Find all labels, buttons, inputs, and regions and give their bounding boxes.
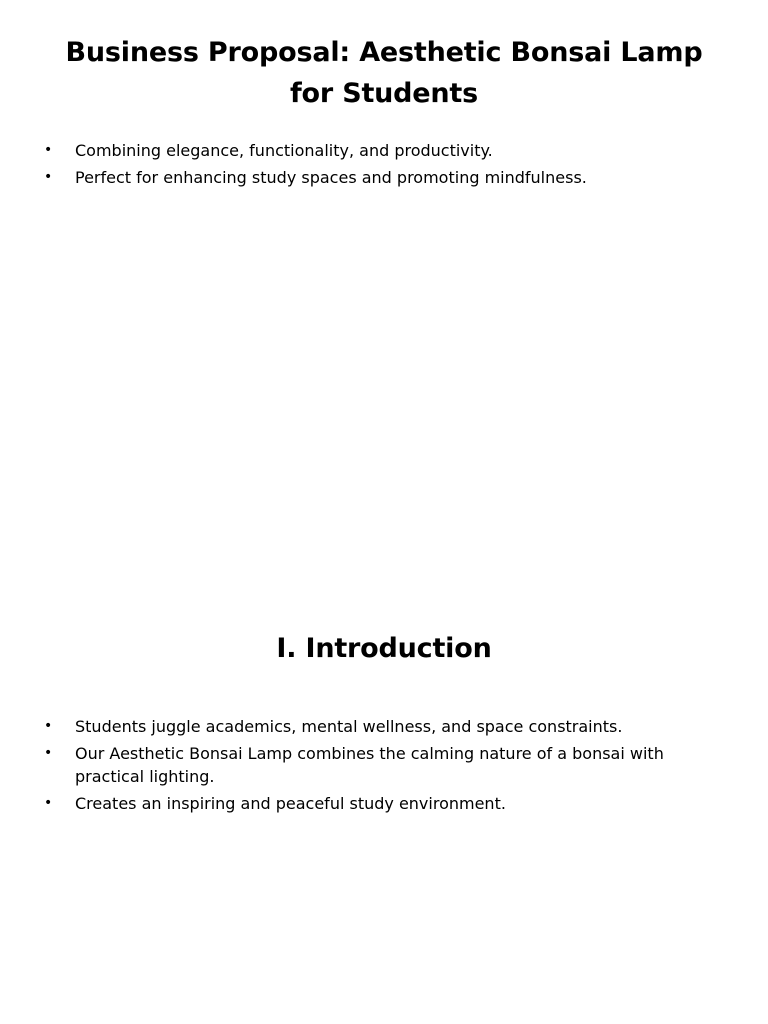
bullet-text: Combining elegance, functionality, and productivity. bbox=[75, 141, 493, 160]
bullet-icon: • bbox=[44, 169, 53, 185]
slide-title-heading: Business Proposal: Aesthetic Bonsai Lamp for Students bbox=[65, 37, 703, 109]
bullet-item bbox=[44, 715, 734, 738]
bullet-icon: • bbox=[44, 718, 53, 734]
bullet-item bbox=[44, 139, 734, 162]
slide-introduction-bullet-list bbox=[44, 715, 734, 819]
bullet-item bbox=[44, 742, 734, 788]
slide-introduction-heading: I. Introduction bbox=[276, 633, 492, 664]
bullet-text: Students juggle academics, mental wellness, and space constraints. bbox=[75, 717, 623, 736]
bullet-icon: • bbox=[44, 142, 53, 158]
slide-introduction bbox=[0, 512, 768, 1024]
bullet-text: Perfect for enhancing study spaces and promoting mindfulness. bbox=[75, 168, 587, 187]
slide-title-bullet-list bbox=[44, 139, 734, 193]
bullet-icon: • bbox=[44, 745, 53, 761]
bullet-text: Our Aesthetic Bonsai Lamp combines the calming nature of a bonsai with practical lighting. bbox=[75, 744, 664, 786]
bullet-item bbox=[44, 792, 734, 815]
bullet-icon: • bbox=[44, 795, 53, 811]
bullet-item bbox=[44, 166, 734, 189]
bullet-text: Creates an inspiring and peaceful study environment. bbox=[75, 794, 506, 813]
